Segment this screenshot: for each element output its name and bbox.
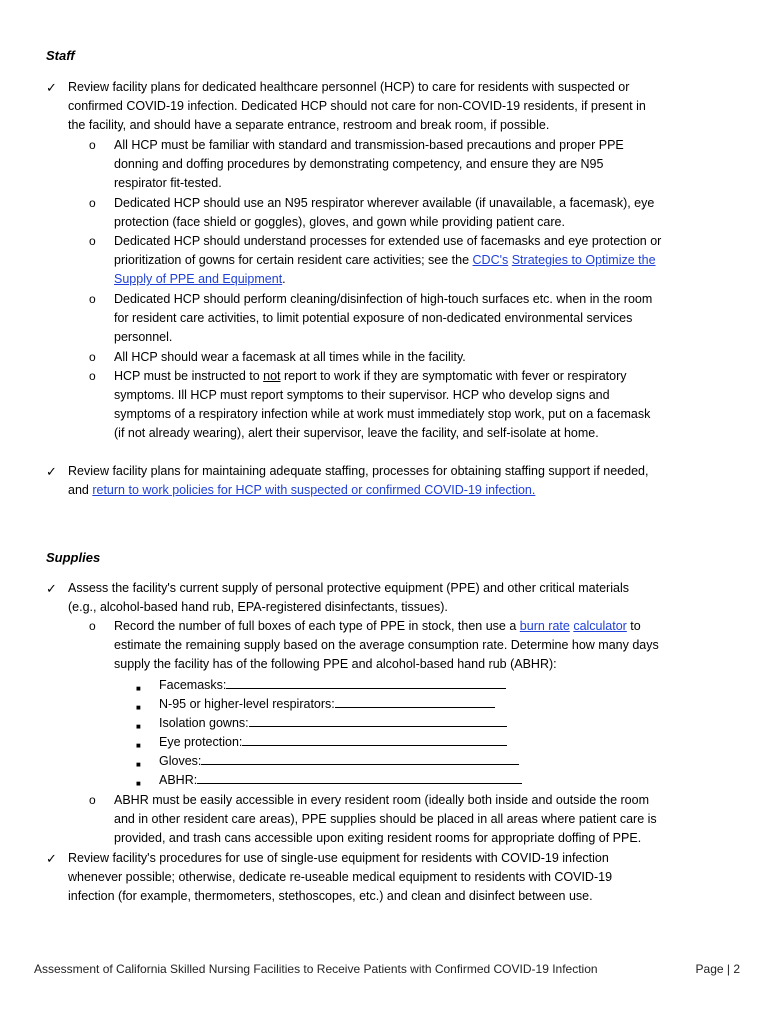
staff-item-1-line-1: Review facility plans for dedicated healthcare personnel (HCP) to care for residents with suspected or bbox=[68, 80, 630, 94]
period: . bbox=[282, 272, 286, 286]
facemasks-input[interactable] bbox=[226, 675, 506, 689]
square-bullet-icon: ■ bbox=[136, 760, 141, 769]
abhr-field bbox=[159, 770, 522, 790]
checkmark-icon: ✓ bbox=[46, 581, 57, 596]
staff-item-1-line-3: the facility, and should have a separate entrance, restroom and break room, if possible. bbox=[68, 118, 550, 132]
circle-bullet-icon: o bbox=[89, 234, 96, 248]
circle-bullet-icon: o bbox=[89, 793, 96, 807]
burn-rate-link[interactable]: burn rate bbox=[519, 619, 570, 633]
supplies-sub2-line-1: ABHR must be easily accessible in every resident room (ideally both inside and outside the room bbox=[114, 793, 649, 807]
supply-ppe-link[interactable]: Supply of PPE and Equipment bbox=[114, 272, 283, 286]
return-to-work-link[interactable]: return to work policies for HCP with suspected or confirmed COVID-19 infection. bbox=[92, 483, 536, 497]
circle-bullet-icon: o bbox=[89, 350, 96, 364]
circle-bullet-icon: o bbox=[89, 196, 96, 210]
checkmark-icon: ✓ bbox=[46, 80, 57, 95]
supplies-item-2-line-3: infection (for example, thermometers, stethoscopes, etc.) and clean and disinfect between use. bbox=[68, 889, 593, 903]
checkmark-icon: ✓ bbox=[46, 464, 57, 479]
calculator-link[interactable]: calculator bbox=[573, 619, 627, 633]
staff-sub3-line-1: Dedicated HCP should understand processes for extended use of facemasks and eye protection or bbox=[114, 234, 662, 248]
circle-bullet-icon: o bbox=[89, 292, 96, 306]
staff-item-2-prefix: and bbox=[68, 483, 93, 497]
supplies-item-2-line-1: Review facility's procedures for use of single-use equipment for residents with COVID-19 infection bbox=[68, 851, 609, 865]
staff-sub1-line-2: donning and doffing procedures by demonstrating competency, and ensure they are N95 bbox=[114, 157, 604, 171]
staff-item-1-line-2: confirmed COVID-19 infection. Dedicated HCP should not care for non-COVID-19 residents, if present in bbox=[68, 99, 646, 113]
staff-sub4-line-2: for resident care activities, to limit potential exposure of non-dedicated environmental services bbox=[114, 311, 633, 325]
abhr-label: ABHR: bbox=[159, 773, 198, 787]
square-bullet-icon: ■ bbox=[136, 684, 141, 693]
staff-sub3-line-3 bbox=[114, 270, 286, 289]
facemasks-field bbox=[159, 675, 506, 695]
strategies-link[interactable]: Strategies to Optimize the bbox=[511, 253, 656, 267]
isolation-gowns-label: Isolation gowns: bbox=[159, 716, 249, 730]
staff-sub6-line-3: symptoms of a respiratory infection while at work must immediately stop work, put on a facemask bbox=[114, 407, 651, 421]
supplies-sub1-suffix: to bbox=[626, 619, 641, 633]
staff-sub3-line-2 bbox=[114, 251, 656, 270]
staff-sub6-line-1-suffix: report to work if they are symptomatic with fever or respiratory bbox=[280, 369, 627, 383]
circle-bullet-icon: o bbox=[89, 369, 96, 383]
staff-heading: Staff bbox=[46, 48, 75, 63]
staff-item-2-line-2 bbox=[68, 481, 535, 500]
supplies-item-1-line-1: Assess the facility's current supply of personal protective equipment (PPE) and other critical materials bbox=[68, 581, 629, 595]
square-bullet-icon: ■ bbox=[136, 703, 141, 712]
abhr-input[interactable] bbox=[197, 770, 522, 784]
checkmark-icon: ✓ bbox=[46, 851, 57, 866]
isolation-gowns-field bbox=[159, 713, 507, 733]
staff-sub6-line-1 bbox=[114, 367, 626, 386]
page-footer bbox=[34, 960, 740, 979]
staff-sub6-line-4: (if not already wearing), alert their supervisor, leave the facility, and self-isolate at home. bbox=[114, 426, 599, 440]
staff-sub6-line-1-prefix: HCP must be instructed to bbox=[114, 369, 264, 383]
supplies-sub1-line-1 bbox=[114, 617, 641, 636]
staff-sub3-line-2-text: prioritization of gowns for certain resident care activities; see the bbox=[114, 253, 473, 267]
isolation-gowns-input[interactable] bbox=[249, 713, 507, 727]
staff-sub1-line-3: respirator fit-tested. bbox=[114, 176, 222, 190]
gloves-label: Gloves: bbox=[159, 754, 202, 768]
supplies-sub2-line-3: provided, and trash cans accessible upon exiting resident rooms for appropriate doffing of PPE. bbox=[114, 831, 642, 845]
supplies-item-2-line-2: whenever possible; otherwise, dedicate re-useable medical equipment to residents with COVID-19 bbox=[68, 870, 613, 884]
page-number: Page | 2 bbox=[695, 962, 740, 976]
staff-sub2-line-2: protection (face shield or goggles), gloves, and gown while providing patient care. bbox=[114, 215, 565, 229]
circle-bullet-icon: o bbox=[89, 619, 96, 633]
supplies-heading: Supplies bbox=[46, 550, 101, 565]
supplies-sub1-line-3: supply the facility has of the following PPE and alcohol-based hand rub (ABHR): bbox=[114, 657, 557, 671]
staff-sub1-line-1: All HCP must be familiar with standard and transmission-based precautions and proper PPE bbox=[114, 138, 624, 152]
eye-protection-input[interactable] bbox=[242, 732, 507, 746]
square-bullet-icon: ■ bbox=[136, 741, 141, 750]
footer-title: Assessment of California Skilled Nursing Facilities to Receive Patients with Confirmed COVID-19 Infection bbox=[34, 962, 598, 976]
circle-bullet-icon: o bbox=[89, 138, 96, 152]
gloves-input[interactable] bbox=[201, 751, 519, 765]
cdc-link[interactable]: CDC's bbox=[472, 253, 509, 267]
staff-sub6-line-2: symptoms. Ill HCP must report symptoms to their supervisor. HCP who develop signs and bbox=[114, 388, 610, 402]
not-emphasis: not bbox=[263, 369, 281, 383]
staff-sub4-line-3: personnel. bbox=[114, 330, 173, 344]
supplies-item-1-line-2: (e.g., alcohol-based hand rub, EPA-registered disinfectants, tissues). bbox=[68, 600, 448, 614]
supplies-sub2-line-2: and in other resident care areas), PPE supplies should be placed in all areas where patient care is bbox=[114, 812, 657, 826]
staff-sub2-line-1: Dedicated HCP should use an N95 respirator wherever available (if unavailable, a facemask), eye bbox=[114, 196, 655, 210]
staff-sub4-line-1: Dedicated HCP should perform cleaning/disinfection of high-touch surfaces etc. when in the room bbox=[114, 292, 653, 306]
square-bullet-icon: ■ bbox=[136, 779, 141, 788]
facemasks-label: Facemasks: bbox=[159, 678, 227, 692]
n95-label: N-95 or higher-level respirators: bbox=[159, 697, 335, 711]
staff-sub5-line-1: All HCP should wear a facemask at all times while in the facility. bbox=[114, 350, 466, 364]
n95-field bbox=[159, 694, 495, 714]
supplies-sub1-line-2: estimate the remaining supply based on the average consumption rate. Determine how many days bbox=[114, 638, 659, 652]
n95-input[interactable] bbox=[335, 694, 495, 708]
square-bullet-icon: ■ bbox=[136, 722, 141, 731]
eye-protection-label: Eye protection: bbox=[159, 735, 243, 749]
staff-item-2-line-1: Review facility plans for maintaining adequate staffing, processes for obtaining staffing support if needed, bbox=[68, 464, 649, 478]
supplies-sub1-prefix: Record the number of full boxes of each type of PPE in stock, then use a bbox=[114, 619, 520, 633]
gloves-field bbox=[159, 751, 519, 771]
eye-protection-field bbox=[159, 732, 507, 752]
